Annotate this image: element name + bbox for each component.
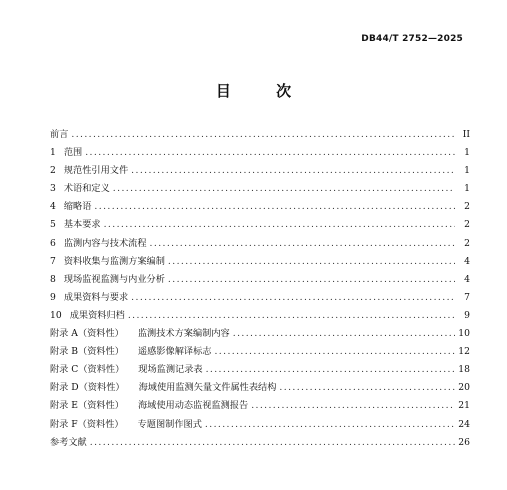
toc-entry-appendix-a[interactable] bbox=[50, 325, 470, 343]
toc-page-number: 10 bbox=[458, 328, 470, 340]
standard-code: DB44/T 2752—2025 bbox=[361, 34, 463, 44]
toc-page-number: 4 bbox=[464, 255, 470, 267]
toc-leader-dots bbox=[104, 219, 455, 230]
toc-entry-5[interactable] bbox=[50, 216, 470, 234]
toc-appendix-label: 附录 E（资料性） bbox=[50, 400, 124, 412]
toc-page-number: 4 bbox=[464, 273, 470, 285]
toc-page-number: 18 bbox=[458, 364, 470, 376]
toc-entry-appendix-d[interactable] bbox=[50, 379, 470, 397]
toc-entry-label: 基本要求 bbox=[63, 219, 101, 231]
toc-page-number: 1 bbox=[464, 165, 470, 177]
page-title: 目 次 bbox=[215, 82, 312, 100]
toc-appendix-label: 附录 B（资料性） bbox=[50, 346, 124, 358]
toc-appendix-label: 附录 A（资料性） bbox=[50, 328, 124, 340]
toc-entry-6[interactable] bbox=[50, 235, 470, 253]
toc-leader-dots bbox=[251, 400, 455, 411]
toc-leader-dots bbox=[94, 201, 455, 212]
toc-entry-1[interactable] bbox=[50, 144, 470, 162]
toc-leader-dots bbox=[150, 238, 455, 249]
toc-page-number: 9 bbox=[464, 309, 470, 321]
toc-page-number: 1 bbox=[464, 147, 470, 159]
toc-appendix-label: 附录 C（资料性） bbox=[50, 364, 125, 376]
toc-page-number: II bbox=[462, 129, 470, 140]
toc-appendix-title: 海域使用监测矢量文件属性表结构 bbox=[138, 382, 277, 394]
toc-entry-number: 3 bbox=[50, 183, 56, 195]
toc-leader-dots bbox=[131, 165, 455, 176]
toc-page-number: 1 bbox=[464, 183, 470, 195]
toc-entry-9[interactable] bbox=[50, 289, 470, 307]
toc-page-number: 2 bbox=[464, 201, 470, 213]
toc-appendix-title: 监测技术方案编制内容 bbox=[137, 328, 230, 340]
toc-entry-foreword[interactable] bbox=[50, 126, 470, 144]
toc-entry-4[interactable] bbox=[50, 198, 470, 216]
toc-entry-label: 范围 bbox=[63, 147, 83, 159]
toc-leader-dots bbox=[206, 364, 455, 375]
toc-entry-number: 9 bbox=[50, 291, 56, 303]
toc-leader-dots bbox=[85, 147, 455, 158]
toc-page-number: 2 bbox=[464, 219, 470, 231]
toc-entry-appendix-c[interactable] bbox=[50, 361, 470, 379]
toc-leader-dots bbox=[131, 292, 455, 303]
toc-page-number: 26 bbox=[458, 436, 470, 448]
table-of-contents bbox=[50, 126, 470, 452]
toc-appendix-title: 遥感影像解译标志 bbox=[137, 346, 212, 358]
toc-entry-2[interactable] bbox=[50, 162, 470, 180]
toc-appendix-title: 海域使用动态监视监测报告 bbox=[137, 400, 249, 412]
toc-entry-label: 缩略语 bbox=[63, 201, 92, 213]
toc-entry-3[interactable] bbox=[50, 180, 470, 198]
toc-entry-appendix-f[interactable] bbox=[50, 416, 470, 434]
toc-appendix-title: 现场监测记录表 bbox=[138, 364, 203, 376]
toc-entry-8[interactable] bbox=[50, 271, 470, 289]
toc-entry-number: 6 bbox=[50, 237, 56, 249]
toc-entry-appendix-e[interactable] bbox=[50, 397, 470, 415]
toc-leader-dots bbox=[71, 129, 455, 140]
toc-entry-label: 监测内容与技术流程 bbox=[63, 237, 147, 249]
toc-page-number: 24 bbox=[458, 418, 470, 430]
toc-entry-label: 术语和定义 bbox=[63, 183, 110, 195]
toc-entry-number: 8 bbox=[50, 273, 56, 285]
toc-appendix-label: 附录 D（资料性） bbox=[50, 382, 125, 394]
toc-entry-appendix-b[interactable] bbox=[50, 343, 470, 361]
toc-entry-label: 现场监视监测与内业分析 bbox=[63, 273, 165, 285]
toc-entry-label: 前言 bbox=[50, 129, 69, 140]
toc-leader-dots bbox=[214, 346, 455, 357]
toc-entry-label: 参考文献 bbox=[50, 436, 87, 448]
toc-page-number: 7 bbox=[464, 291, 470, 303]
toc-entry-references[interactable] bbox=[50, 434, 470, 452]
toc-entry-number: 10 bbox=[50, 309, 62, 321]
toc-entry-number: 1 bbox=[50, 147, 56, 159]
toc-leader-dots bbox=[168, 274, 455, 285]
toc-appendix-label: 附录 F（资料性） bbox=[50, 418, 124, 430]
toc-leader-dots bbox=[233, 328, 455, 339]
toc-page-number: 21 bbox=[458, 400, 470, 412]
toc-entry-label: 规范性引用文件 bbox=[63, 165, 129, 177]
toc-leader-dots bbox=[205, 419, 455, 430]
toc-leader-dots bbox=[113, 183, 455, 194]
toc-entry-label: 资料收集与监测方案编制 bbox=[63, 255, 165, 267]
toc-entry-label: 成果资料归档 bbox=[69, 309, 125, 321]
toc-leader-dots bbox=[90, 437, 455, 448]
toc-leader-dots bbox=[168, 256, 455, 267]
toc-entry-7[interactable] bbox=[50, 253, 470, 271]
toc-entry-10[interactable] bbox=[50, 307, 470, 325]
toc-page-number: 12 bbox=[458, 346, 470, 358]
toc-entry-number: 2 bbox=[50, 165, 56, 177]
toc-entry-number: 5 bbox=[50, 219, 56, 231]
toc-entry-label: 成果资料与要求 bbox=[63, 291, 129, 303]
toc-page-number: 20 bbox=[458, 382, 470, 394]
toc-entry-number: 4 bbox=[50, 201, 56, 213]
toc-leader-dots bbox=[279, 382, 455, 393]
toc-entry-number: 7 bbox=[50, 255, 56, 267]
toc-page-number: 2 bbox=[464, 237, 470, 249]
toc-appendix-title: 专题图制作图式 bbox=[137, 418, 202, 430]
toc-leader-dots bbox=[128, 310, 455, 321]
